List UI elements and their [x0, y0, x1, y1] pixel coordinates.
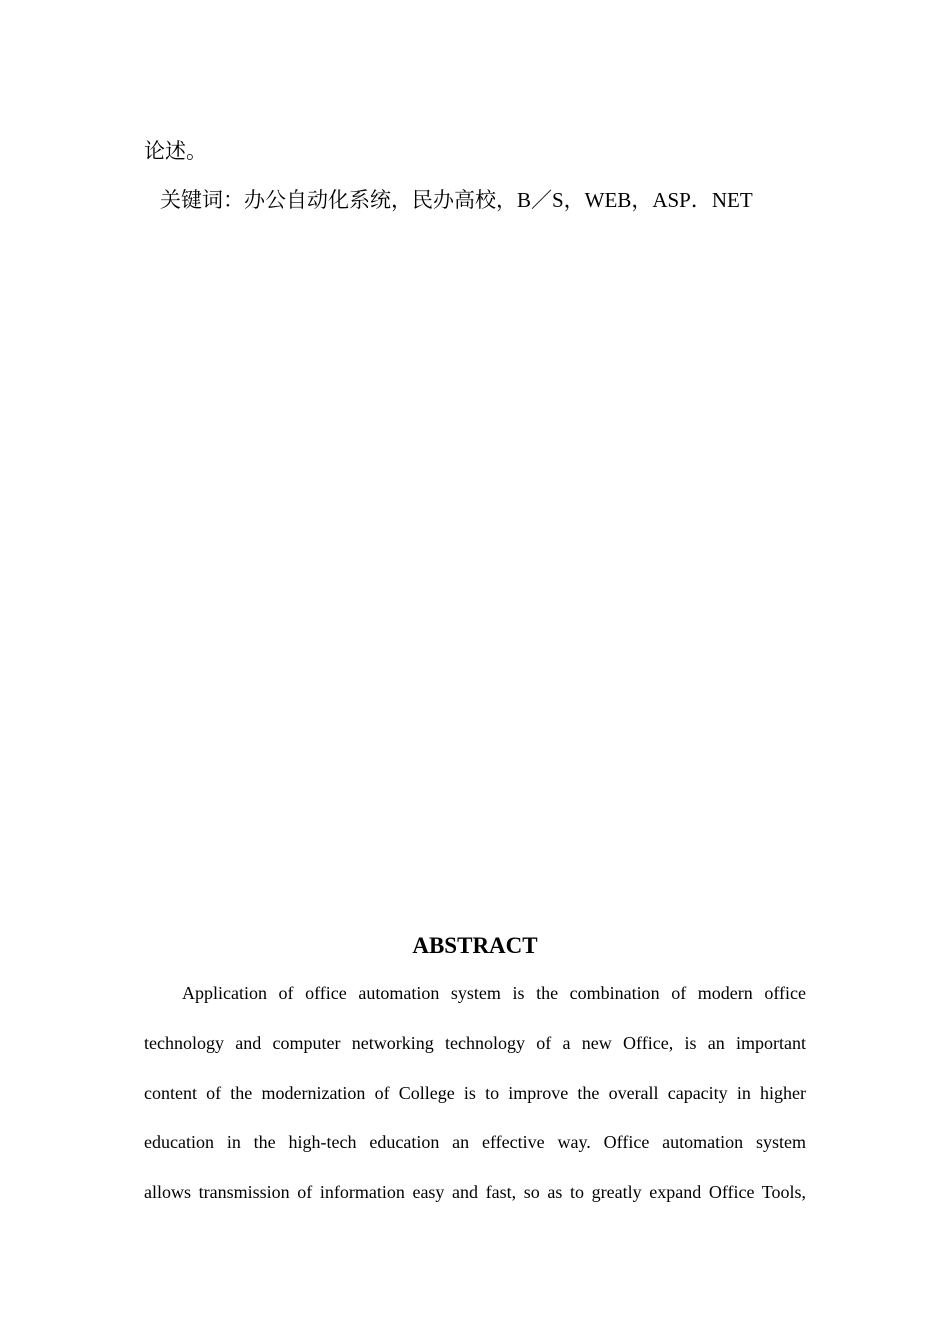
abstract-heading: ABSTRACT [412, 933, 538, 958]
abstract-line: allows transmission of information easy and fast, so as to greatly expand Office Tools, [144, 1182, 806, 1203]
abstract-line: technology and computer networking technology of a new Office, is an important [144, 1032, 806, 1053]
abstract-paragraph [144, 978, 806, 1227]
abstract-line: content of the modernization of College is to improve the overall capacity in higher [144, 1082, 806, 1103]
abstract-line: Application of office automation system is the combination of modern office [182, 983, 806, 1003]
continuation-text: 论述。 [144, 139, 207, 163]
keywords-line: 关键词：办公自动化系统，民办高校，B／S，WEB，ASP．NET [160, 188, 753, 212]
abstract-line: education in the high-tech education an effective way. Office automation system [144, 1132, 806, 1153]
